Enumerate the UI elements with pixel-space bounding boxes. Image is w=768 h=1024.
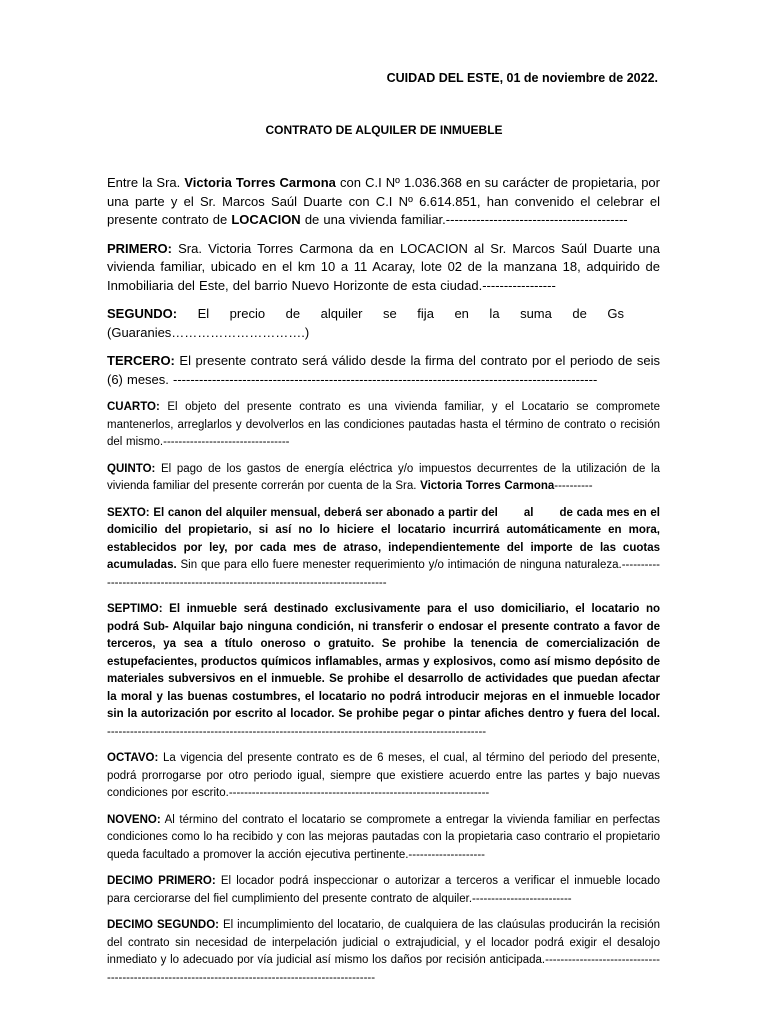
intro-text-2: con C.I Nº 1.036.368 en su carácter de propietaria, por una parte y el Sr. Marcos Saúl Duarte con C.I Nº 6.614.851, han convenido el celebrar el presente contrato de — [107, 175, 660, 227]
clause-text: El locador podrá inspeccionar o autorizar a terceros a verificar el inmueble locado para cerciorarse del fiel cumplimiento del presente contrato de alquiler. — [107, 875, 660, 905]
clause-text: El pago de los gastos de energía eléctrica y/o impuestos decurrentes de la utilización de la vivienda familiar del presente correrán por cuenta de la Sra. — [107, 462, 660, 492]
clause-dashes: ----------------- — [482, 277, 556, 293]
clause-dashes: ---------- — [554, 480, 593, 492]
clause-dashes: --------------------------------------------------------------------------------------------------- — [107, 725, 487, 738]
clause-dashes: -------------------------- — [472, 892, 572, 905]
document-body — [107, 174, 660, 996]
clause-text: El incumplimiento del locatario, de cualquiera de las claúsulas producirán la recisión del contrato sin necesidad de interpelación judicial o extrajudicial, y el locador podrá exigir el desalojo inmediato y lo adecuado por vía judicial así mismo los daños por recisión anticipada. — [107, 919, 660, 966]
clause-label: QUINTO: — [107, 462, 156, 475]
clause-text: El canon del alquiler mensual, deberá ser abonado a partir del — [149, 506, 498, 519]
clause-text: al — [523, 506, 534, 519]
clause-dashes: ---------------------------------------------------------------------------------------------------- — [107, 954, 660, 984]
clause-text: El precio de alquiler se fija en la suma de Gs — [177, 306, 624, 321]
clause-text: Al término del contrato el locatario se compromete a entregar la vivienda familiar en perfectas condiciones como lo ha recibido y con las mejoras pautadas con la propietaria caso contrario el propietario queda facultado a promover la acción ejecutiva pertinente. — [107, 813, 660, 861]
clause-text: El inmueble será destinado exclusivamente para el uso domiciliario, el locatario no podrá Sub- Alquilar bajo ninguna condición, ni transferir o endosar el presente contrato a favor de terceros, ya sea a título oneroso o gratuito. Se prohibe la tenencia de comercialización de estupefacientes, productos químicos inflamables, armas y explosivos, como así mismo depósito de materiales subversivos en el inmueble. Se prohibe el desarrollo de actividades que puedan afectar la moral y las buenas costumbres, el locatario no podrá introducir mejoras en el inmueble locador sin la autorización por escrito al locador. Se prohibe pegar o pintar afiches dentro y fuera del local. — [107, 603, 660, 720]
clause-label: SEXTO: — [107, 506, 150, 519]
clause-sexto — [107, 505, 660, 593]
document-title: CONTRATO DE ALQUILER DE INMUEBLE — [265, 123, 503, 137]
clause-tercero — [107, 352, 660, 389]
intro-dashes: ------------------------------------------ — [445, 212, 628, 227]
intro-paragraph — [107, 174, 660, 230]
clause-dashes: -------------------------------------------------------------------- — [228, 787, 490, 799]
clause-text: de cada mes en el domicilio del propietario, si así no lo hiciere el locatario incurrirá automáticamente en mora, establecidos por ley, por cada mes de atraso, independientemente del importe de las cuotas acumuladas. — [107, 506, 660, 571]
date-line: CUIDAD DEL ESTE, 01 de noviembre de 2022. — [386, 71, 658, 85]
clause-label: OCTAVO: — [107, 752, 159, 764]
clause-septimo — [107, 601, 660, 741]
clause-text: La vigencia del presente contrato es de 6 meses, el cual, al término del periodo del presente, podrá prorrogarse por otro periodo igual, siempre que existiere acuerdo entre las partes y bajo nuevas condiciones por escrito. — [107, 752, 660, 799]
clause-dashes: -------------------------------------------------------------------------------------------------- — [173, 371, 598, 387]
clause-label: DECIMO PRIMERO: — [107, 875, 216, 887]
clause-decimo-segundo — [107, 917, 660, 987]
clause-label: TERCERO: — [107, 353, 175, 368]
clause-label: CUARTO: — [107, 401, 160, 413]
clause-quinto — [107, 461, 660, 496]
locacion-term: LOCACION — [231, 212, 301, 227]
clause-noveno — [107, 812, 660, 865]
clause-dashes: -------------------- — [408, 848, 486, 861]
clause-label: DECIMO SEGUNDO: — [107, 919, 219, 931]
clause-segundo — [107, 305, 660, 342]
owner-name: Victoria Torres Carmona — [184, 175, 336, 190]
clause-text: El presente contrato será válido desde la firma del contrato por el periodo de seis (6) meses. — [107, 353, 660, 387]
clause-octavo — [107, 750, 660, 803]
owner-name: Victoria Torres Carmona — [420, 480, 555, 492]
clause-decimo-primero — [107, 873, 660, 908]
intro-text-3: de una vivienda familiar. — [300, 212, 446, 227]
clause-dashes: --------------------------------- — [163, 436, 290, 448]
clause-label: SEPTIMO: — [107, 603, 163, 615]
clause-label: NOVENO: — [107, 813, 161, 826]
clause-primero — [107, 240, 660, 296]
clause-cuarto — [107, 399, 660, 452]
clause-dashes: ----------------------------------------------------------------------------------- — [107, 559, 660, 589]
clause-label: SEGUNDO: — [107, 306, 178, 321]
intro-text-1: Entre la Sra. — [107, 175, 185, 190]
clause-text: Sin que para ello fuere menester requerimiento y/o intimación de ninguna naturaleza. — [176, 559, 622, 571]
clause-label: PRIMERO: — [107, 240, 172, 256]
clause-text: Sra. Victoria Torres Carmona da en LOCACION al Sr. Marcos Saúl Duarte una vivienda familiar, ubicado en el km 10 a 11 Acaray, lote 02 de la manzana 18, adquirido de Inmobiliaria del Este, del barrio Nuevo Horizonte de esta ciudad. — [107, 240, 660, 293]
guaranies-blank: (Guaranies………………………….) — [107, 324, 310, 340]
clause-text: El objeto del presente contrato es una vivienda familiar, y el Locatario se compromete mantenerlos, arreglarlos y devolverlos en las condiciones pautadas hasta el término de contrato o recisión del mismo. — [107, 401, 660, 448]
